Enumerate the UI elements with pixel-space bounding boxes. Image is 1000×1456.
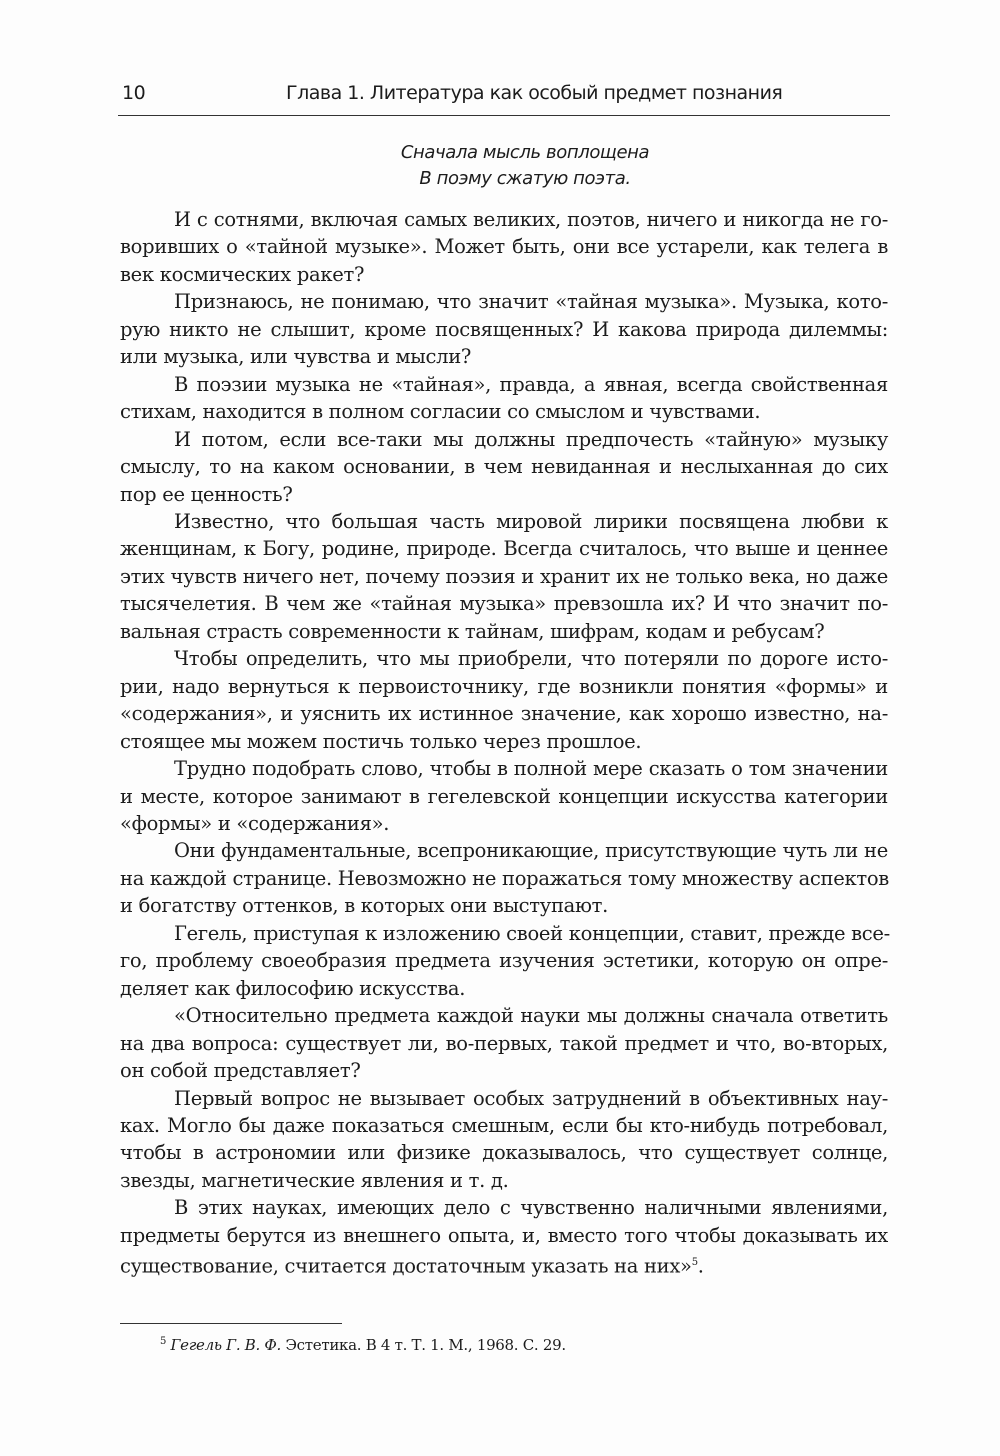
text-line: рии, надо вернуться к первоисточнику, где возникли понятия «формы» и (120, 674, 888, 698)
text-line: Они фундаментальные, всепроникающие, присутствующие чуть ли не (174, 839, 888, 863)
text-line: вальная страсть современности к тайнам, шифрам, кодам и ребусам? (120, 619, 825, 643)
text-line: ках. Могло бы даже показаться смешным, если бы кто-нибудь потребовал, (120, 1113, 888, 1137)
paragraph (120, 755, 888, 837)
text-line: этих чувств ничего нет, почему поэзия и хранит их не только века, но даже (120, 564, 888, 588)
text-line: Гегель, приступая к изложению своей концепции, ставит, прежде все- (174, 921, 890, 945)
footnote-author: Гегель Г. В. Ф. (170, 1336, 282, 1354)
text-line: «содержания», и уяснить их истинное значение, как хорошо известно, на- (120, 702, 888, 726)
page-number: 10 (122, 82, 146, 104)
paragraph (120, 1194, 888, 1280)
paragraph (120, 645, 888, 755)
text-line: «Относительно предмета каждой науки мы должны сначала ответить (174, 1004, 888, 1028)
text-line: смыслу, то на каком основании, в чем невиданная и неслыханная до сих (120, 455, 888, 479)
paragraph (120, 288, 888, 370)
text-line: В поэзии музыка не «тайная», правда, а явная, всегда свойственная (174, 372, 888, 396)
body-text (120, 206, 888, 1280)
text-line: Трудно подобрать слово, чтобы в полной мере сказать о том значении (174, 757, 888, 781)
epigraph-line: Сначала мысль воплощена (400, 142, 650, 163)
chapter-title: Глава 1. Литература как особый предмет познания (286, 82, 783, 104)
paragraph (120, 1085, 888, 1195)
epigraph-line: В поэму сжатую поэта. (419, 168, 631, 189)
text-line: пор ее ценность? (120, 482, 293, 506)
text-line: Известно, что большая часть мировой лирики посвящена любви к (174, 509, 888, 533)
text-line: Признаюсь, не понимаю, что значит «тайная музыка». Музыка, кото- (174, 290, 888, 314)
text-line: Чтобы определить, что мы приобрели, что потеряли по дороге исто- (174, 647, 888, 671)
text-line: И с сотнями, включая самых великих, поэтов, ничего и никогда не го- (174, 208, 888, 231)
paragraph (120, 1002, 888, 1084)
text-line: го, проблему своеобразия предмета изучения эстетики, которую он опре- (120, 949, 888, 973)
text-line: И потом, если все-таки мы должны предпочесть «тайную» музыку (174, 427, 888, 451)
paragraph (120, 426, 888, 508)
text-line: звезды, магнетические явления и т. д. (120, 1168, 509, 1192)
text-line: «формы» и «содержания». (120, 811, 390, 835)
text-line: на каждой странице. Невозможно не поражаться тому множеству аспектов (120, 866, 889, 890)
paragraph (120, 508, 888, 645)
text-line: рую никто не слышит, кроме посвященных? И какова природа дилеммы: (120, 317, 888, 341)
text-line: деляет как философию искусства. (120, 976, 466, 1000)
paragraph (120, 920, 888, 1002)
text-line: тысячелетия. В чем же «тайная музыка» превзошла их? И что значит по- (120, 592, 888, 616)
text-line: или музыка, или чувства и мысли? (120, 345, 472, 369)
text-line: женщинам, к Богу, родине, природе. Всегда считалось, что выше и ценнее (120, 537, 888, 561)
text-line: Первый вопрос не вызывает особых затруднений в объективных нау- (174, 1086, 888, 1110)
text-line: на два вопроса: существует ли, во-первых, такой предмет и что, во-вторых, (120, 1031, 888, 1055)
text-line: век космических ракет? (120, 262, 365, 286)
text-line: В этих науках, имеющих дело с чувственно наличными явлениями, (174, 1196, 888, 1220)
text-line: стихам, находится в полном согласии со смыслом и чувствами. (120, 400, 761, 424)
paragraph (120, 837, 888, 919)
text-line: он собой представляет? (120, 1059, 361, 1083)
text-line: предметы берутся из внешнего опыта, и, вместо того чтобы доказывать их (120, 1223, 888, 1247)
text-line: и богатству оттенков, в которых они выступают. (120, 894, 609, 918)
text-line: чтобы в астрономии или физике доказывалось, что существует солнце, (120, 1141, 888, 1165)
text-line: существование, считается достаточным указать на них»$^5$. (120, 1254, 704, 1278)
footnote-rule (120, 1323, 342, 1324)
paragraph (120, 206, 888, 288)
text-line: и месте, которое занимают в гегелевской концепции искусства категории (120, 784, 888, 808)
footnote (160, 1336, 566, 1354)
text-line: стоящее мы можем постичь только через прошлое. (120, 729, 642, 753)
epigraph (0, 140, 1000, 192)
footnote-reference[interactable]: 5 (691, 1257, 698, 1269)
text-line: воривших о «тайной музыке». Может быть, они все устарели, как телега в (120, 235, 888, 259)
footnote-text: Эстетика. В 4 т. Т. 1. М., 1968. С. 29. (285, 1336, 566, 1354)
header-rule (118, 115, 890, 116)
paragraph (120, 371, 888, 426)
footnote-mark: 5 (160, 1336, 167, 1347)
